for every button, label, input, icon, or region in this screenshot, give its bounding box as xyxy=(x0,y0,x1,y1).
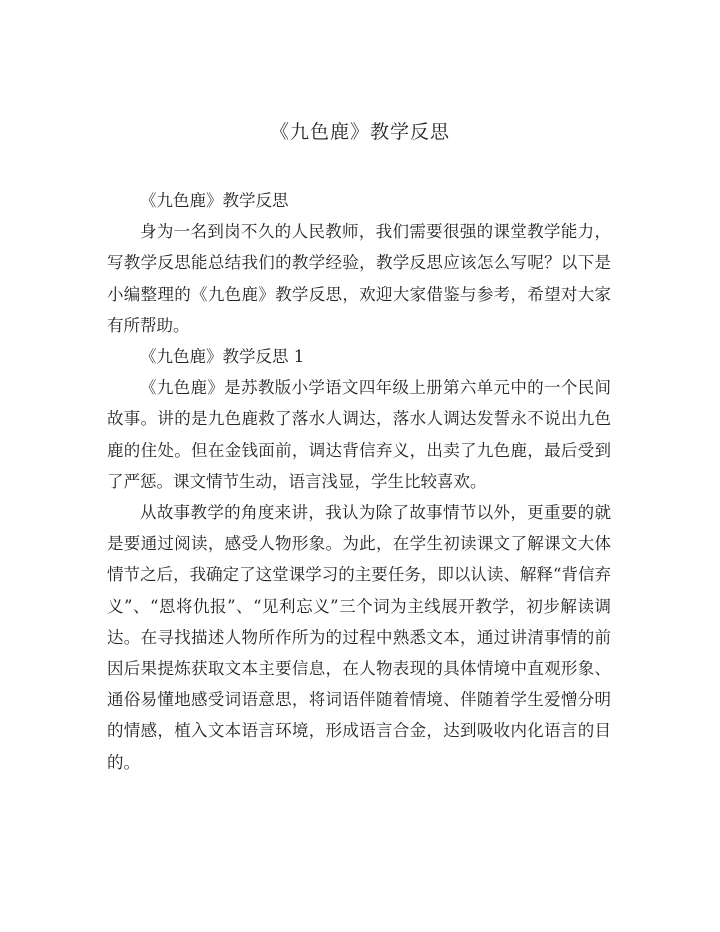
intro-paragraph: 身为一名到岗不久的人民教师，我们需要很强的课堂教学能力，写教学反思能总结我们的教学经验，教学反思应该怎么写呢？以下是小编整理的《九色鹿》教学反思，欢迎大家借鉴与参考，希望对大家有所帮助。 xyxy=(107,222,611,335)
subtitle-paragraph: 《九色鹿》教学反思 xyxy=(140,191,289,210)
document-title: 《九色鹿》教学反思 xyxy=(269,121,450,143)
teaching-paragraph: 从故事教学的角度来讲，我认为除了故事情节以外，更重要的就是要通过阅读，感受人物形象。为此，在学生初读课文了解课文大体情节之后，我确定了这堂课学习的主要任务，即以认读、解释“背信弃义”、“恩将仇报”、“见利忘义”三个词为主线展开教学，初步解读调达。在寻找描述人物所作所为的过程中熟悉文本，通过讲清事情的前因后果提炼获取文本主要信息，在人物表现的具体情境中直观形象、通俗易懂地感受词语意思，将词语伴随着情境、伴随着学生爱憎分明的情感，植入文本语言环境，形成语言合金，达到吸收内化语言的目的。 xyxy=(107,503,611,772)
story-paragraph: 《九色鹿》是苏教版小学语文四年级上册第六单元中的一个民间故事。讲的是九色鹿救了落水人调达，落水人调达发誓永不说出九色鹿的住处。但在金钱面前，调达背信弃义，出卖了九色鹿，最后受到了严惩。课文情节生动，语言浅显，学生比较喜欢。 xyxy=(107,378,611,491)
section-heading: 《九色鹿》教学反思 1 xyxy=(140,347,305,367)
document-body xyxy=(107,185,611,778)
